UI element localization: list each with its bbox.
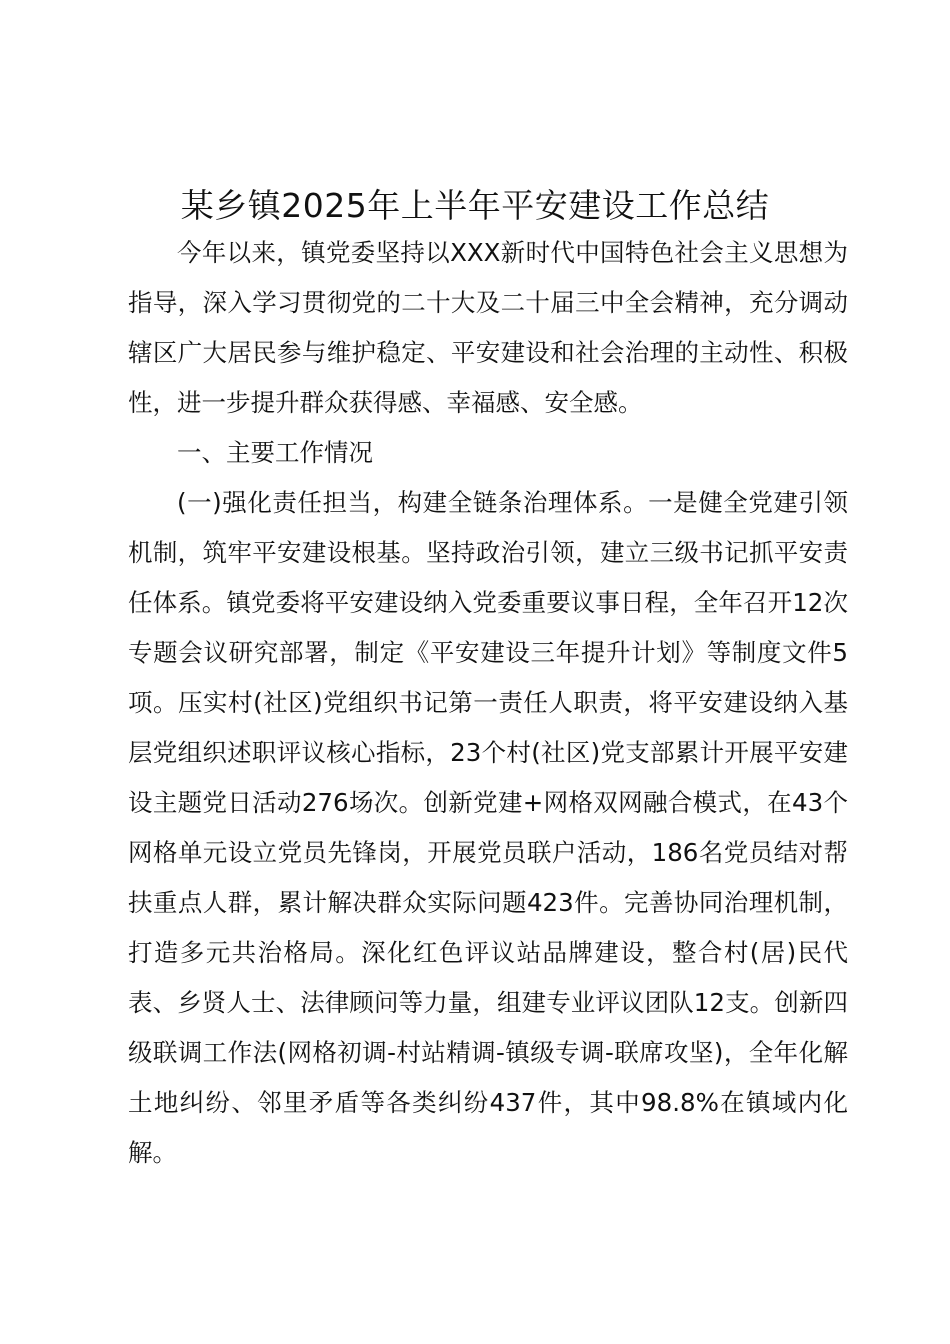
document-title: 某乡镇2025年上半年平安建设工作总结 (180, 186, 770, 225)
document-body (128, 228, 848, 1178)
section-paragraph: (一)强化责任担当，构建全链条治理体系。一是健全党建引领机制，筑牢平安建设根基。坚持政治引领，建立三级书记抓平安责任体系。镇党委将平安建设纳入党委重要议事日程，全年召开12次专题会议研究部署，制定《平安建设三年提升计划》等制度文件5项。压实村(社区)党组织书记第一责任人职责，将平安建设纳入基层党组织述职评议核心指标，23个村(社区)党支部累计开展平安建设主题党日活动276场次。创新党建+网格双网融合模式，在43个网格单元设立党员先锋岗，开展党员联户活动，186名党员结对帮扶重点人群，累计解决群众实际问题423件。完善协同治理机制，打造多元共治格局。深化红色评议站品牌建设，整合村(居)民代表、乡贤人士、法律顾问等力量，组建专业评议团队12支。创新四级联调工作法(网格初调-村站精调-镇级专调-联席攻坚)，全年化解土地纠纷、邻里矛盾等各类纠纷437件，其中98.8%在镇域内化解。 (128, 488, 848, 1167)
section-heading: 一、主要工作情况 (177, 438, 373, 467)
intro-paragraph: 今年以来，镇党委坚持以XXX新时代中国特色社会主义思想为指导，深入学习贯彻党的二十大及二十届三中全会精神，充分调动辖区广大居民参与维护稳定、平安建设和社会治理的主动性、积极性，进一步提升群众获得感、幸福感、安全感。 (128, 238, 848, 417)
